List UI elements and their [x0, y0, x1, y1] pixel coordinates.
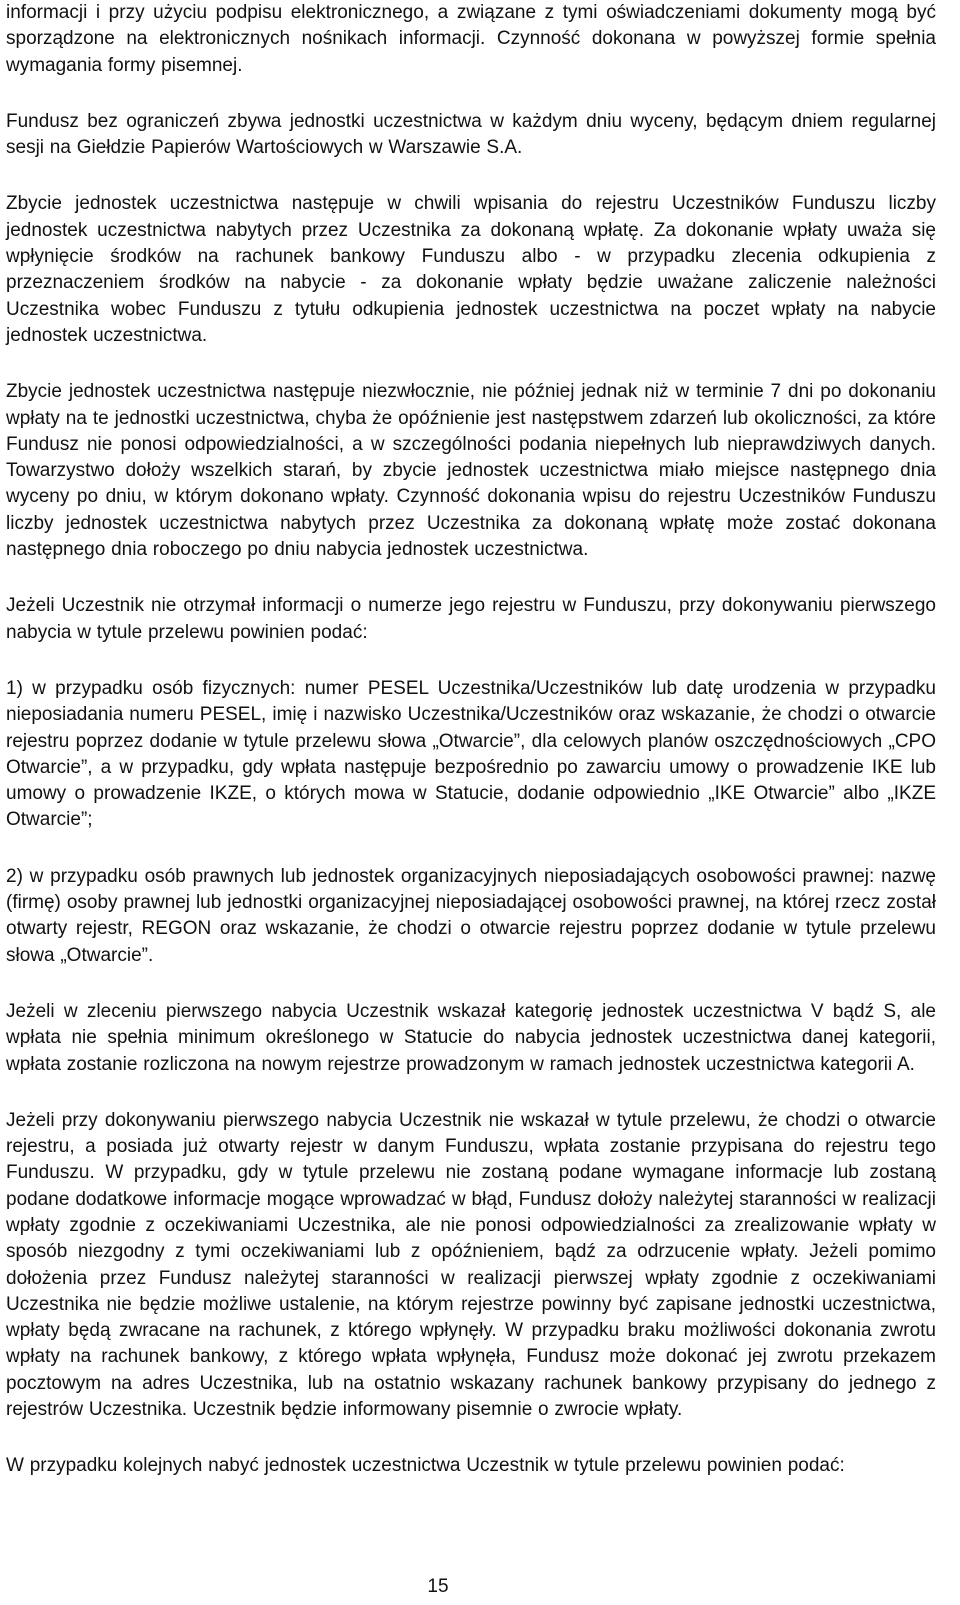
paragraph-sale-timing: Zbycie jednostek uczestnictwa następuje niezwłocznie, nie później jednak niż w terminie 7 dni po dokonaniu wpłaty na te jednostki uczestnictwa, chyba że opóźnienie jest następstwem zdarzeń lub okoliczności, za które Fundusz nie ponosi odpowiedzialności, a w szczególności podania niepełnych lub nieprawdziwych danych. Towarzystwo dołoży wszelkich starań, by zbycie jednostek uczestnictwa miało miejsce następnego dnia wyceny po dniu, w którym dokonano wpłaty. Czynność dokonania wpisu do rejestru Uczestników Funduszu liczby jednostek uczestnictwa nabytych przez Uczestnika za dokonaną wpłatę może zostać dokonana następnego dnia roboczego po dniu nabycia jednostek uczestnictwa.	[6, 381, 936, 561]
paragraph-subsequent-purchases: W przypadku kolejnych nabyć jednostek uczestnictwa Uczestnik w tytule przelewu powinien podać:	[6, 1455, 845, 1477]
paragraph-first-purchase-intro: Jeżeli Uczestnik nie otrzymał informacji o numerze jego rejestru w Funduszu, przy dokonywaniu pierwszego nabycia w tytule przelewu powinien podać:	[6, 595, 936, 643]
paragraph-natural-persons: 1) w przypadku osób fizycznych: numer PESEL Uczestnika/Uczestników lub datę urodzenia w przypadku nieposiadania numeru PESEL, imię i nazwisko Uczestnika/Uczestników oraz wskazanie, że chodzi o otwarcie rejestru poprzez dodanie w tytule przelewu słowa „Otwarcie”, dla celowych planów oszczędnościowych „CPO Otwarcie”, a w przypadku, gdy wpłata następuje bezpośrednio po zawarciu umowy o prowadzenie IKE lub umowy o prowadzenie IKZE, o których mowa w Statucie, dodanie odpowiednio „IKE Otwarcie” albo „IKZE Otwarcie”;	[6, 677, 936, 831]
page-number: 15	[427, 1576, 449, 1597]
paragraph-sale-days: Fundusz bez ograniczeń zbywa jednostki uczestnictwa w każdym dniu wyceny, będącym dniem regularnej sesji na Giełdzie Papierów Wartościowych w Warszawie S.A.	[6, 110, 936, 159]
paragraph-electronic-form: informacji i przy użyciu podpisu elektronicznego, a związane z tymi oświadczeniami dokumenty mogą być sporządzone na elektronicznych nośnikach informacji. Czynność dokonana w powyższej formie spełnia wymagania formy pisemnej.	[6, 2, 936, 76]
paragraph-category-minimum: Jeżeli w zleceniu pierwszego nabycia Uczestnik wskazał kategorię jednostek uczestnictwa V bądź S, ale wpłata nie spełnia minimum określonego w Statucie do nabycia jednostek uczestnictwa danej kategorii, wpłata zostanie rozliczona na nowym rejestrze prowadzonym w ramach jednostek uczestnictwa kategorii A.	[6, 1000, 936, 1075]
paragraph-sale-moment: Zbycie jednostek uczestnictwa następuje w chwili wpisania do rejestru Uczestników Funduszu liczby jednostek uczestnictwa nabytych przez Uczestnika za dokonaną wpłatę. Za dokonanie wpłaty uważa się wpłynięcie środków na rachunek bankowy Funduszu albo - w przypadku zlecenia odkupienia z przeznaczeniem środków na nabycie - za dokonanie wpłaty będzie uważane zaliczenie należności Uczestnika wobec Funduszu z tytułu odkupienia jednostek uczestnictwa na poczet wpłaty na nabycie jednostek uczestnictwa.	[6, 193, 936, 346]
paragraph-legal-persons: 2) w przypadku osób prawnych lub jednostek organizacyjnych nieposiadających osobowości prawnej: nazwę (firmę) osoby prawnej lub jednostki organizacyjnej nieposiadającej osobowości prawnej, na której rzecz został otwarty rejestr, REGON oraz wskazanie, że chodzi o otwarcie rejestru poprzez dodanie w tytule przelewu słowa „Otwarcie”.	[6, 865, 936, 966]
paragraph-missing-title-info: Jeżeli przy dokonywaniu pierwszego nabycia Uczestnik nie wskazał w tytule przelewu, że chodzi o otwarcie rejestru, a posiada już otwarty rejestr w danym Funduszu, wpłata zostanie przypisana do rejestru tego Funduszu. W przypadku, gdy w tytule przelewu nie zostaną podane wymagane informacje lub zostaną podane dodatkowe informacje mogące wprowadzać w błąd, Fundusz dołoży należytej staranności w realizacji wpłaty zgodnie z oczekiwaniami Uczestnika, ale nie ponosi odpowiedzialności za zrealizowanie wpłaty w sposób niezgodny z tymi oczekiwaniami lub z opóźnieniem, bądź za odrzucenie wpłaty. Jeżeli pomimo dołożenia przez Fundusz należytej staranności w realizacji pierwszej wpłaty zgodnie z oczekiwaniami Uczestnika nie będzie możliwe ustalenie, na którym rejestrze powinny być zapisane jednostki uczestnictwa, wpłaty będą zwracane na rachunek, z którego wpłynęły. W przypadku braku możliwości dokonania zwrotu wpłaty na rachunek bankowy, z którego wpłata wpłynęła, Fundusz może dokonać jej zwrotu przekazem pocztowym na adres Uczestnika, lub na ostatnio wskazany rachunek bankowy przypisany do jednego z rejestrów Uczestnika. Uczestnik będzie informowany pisemnie o zwrocie wpłaty.	[6, 1109, 936, 1421]
document-body	[6, 0, 936, 1510]
